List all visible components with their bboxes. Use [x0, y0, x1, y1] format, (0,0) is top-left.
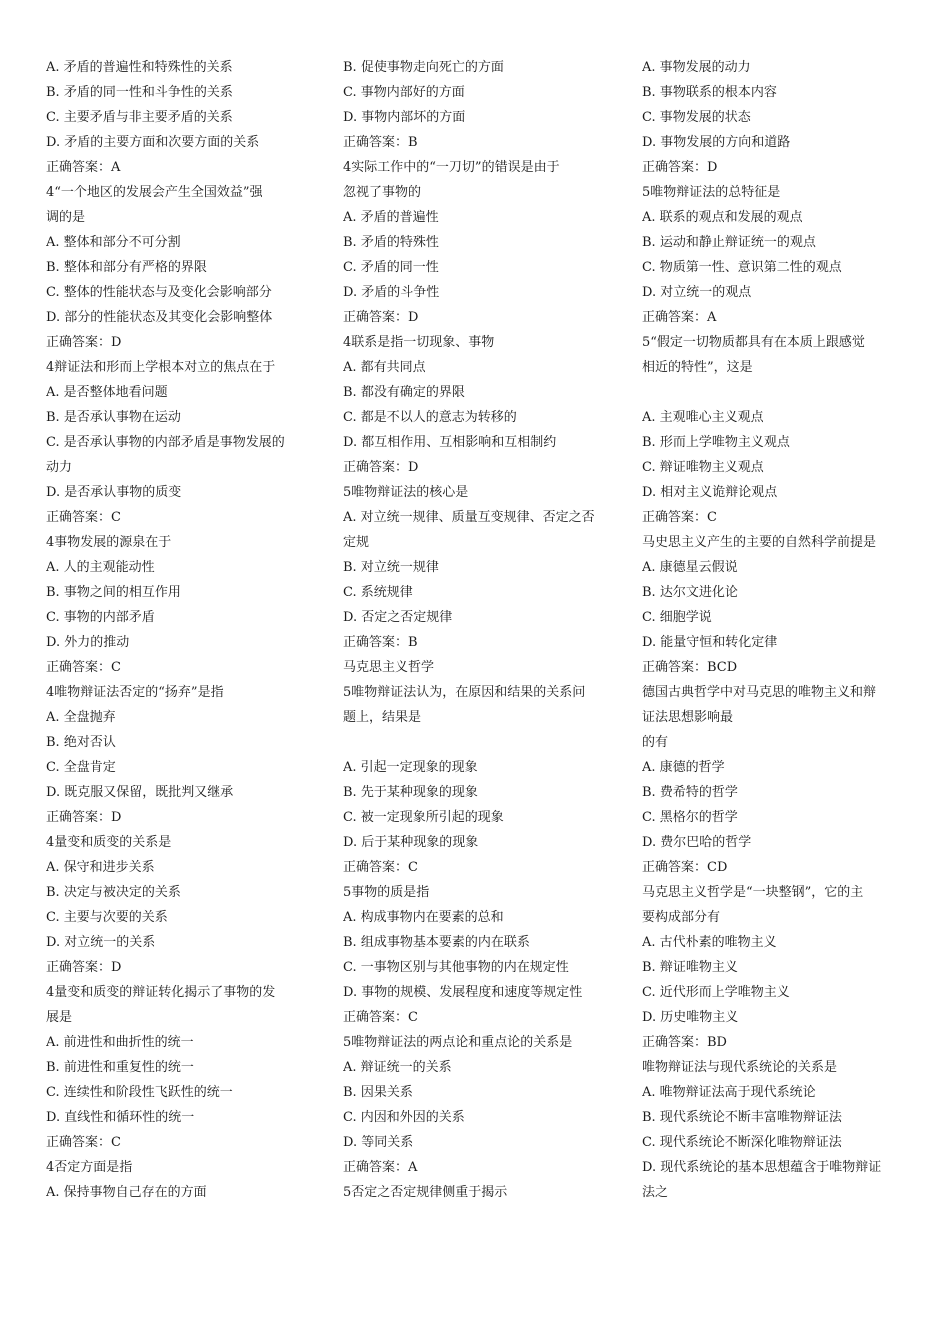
text-line: 要构成部分有 [642, 910, 721, 925]
text-line: D. 历史唯物主义 [642, 1010, 739, 1025]
text-line: C. 细胞学说 [642, 610, 712, 625]
text-line: C. 是否承认事物的内部矛盾是事物发展的 [46, 435, 285, 450]
text-line: 4唯物辩证法否定的“扬弃”是指 [46, 685, 224, 700]
text-line: 动力 [46, 460, 73, 475]
text-line: B. 绝对否认 [46, 735, 116, 750]
text-line: B. 达尔文进化论 [642, 585, 738, 600]
text-line: D. 后于某种现象的现象 [343, 835, 479, 850]
text-line: D. 能量守恒和转化定律 [642, 635, 778, 650]
text-line: B. 是否承认事物在运动 [46, 410, 181, 425]
text-line: D. 费尔巴哈的哲学 [642, 835, 752, 850]
text-line: C. 被一定现象所引起的现象 [343, 810, 504, 825]
text-line: A. 康德星云假说 [642, 560, 738, 575]
text-line: B. 矛盾的特殊性 [343, 235, 439, 250]
text-line: C. 主要矛盾与非主要矛盾的关系 [46, 110, 233, 125]
text-line: B. 整体和部分有严格的界限 [46, 260, 207, 275]
text-line: 正确答案：BCD [642, 660, 738, 675]
text-line: 4量变和质变的辩证转化揭示了事物的发 [46, 985, 276, 1000]
text-line: 正确答案：CD [642, 860, 728, 875]
text-line: 的有 [642, 735, 669, 750]
text-line: C. 连续性和阶段性飞跃性的统一 [46, 1085, 233, 1100]
text-line: D. 事物的规模、发展程度和速度等规定性 [343, 985, 583, 1000]
text-line: A. 全盘抛弃 [46, 710, 116, 725]
text-line: D. 对立统一的关系 [46, 935, 156, 950]
text-column-middle [343, 55, 611, 1205]
text-line: 4否定方面是指 [46, 1160, 133, 1175]
text-line: 唯物辩证法与现代系统论的关系是 [642, 1060, 838, 1075]
text-line [642, 380, 910, 405]
text-line: C. 事物的内部矛盾 [46, 610, 155, 625]
text-line: A. 联系的观点和发展的观点 [642, 210, 803, 225]
text-line: A. 康德的哲学 [642, 760, 725, 775]
text-line: 正确答案：D [642, 160, 718, 175]
text-line: D. 现代系统论的基本思想蕴含于唯物辩证 [642, 1160, 882, 1175]
text-line: A. 引起一定现象的现象 [343, 760, 478, 775]
text-line: 正确答案：C [343, 860, 418, 875]
text-line: C. 黑格尔的哲学 [642, 810, 738, 825]
text-line: C. 近代形而上学唯物主义 [642, 985, 790, 1000]
text-line: D. 相对主义诡辩论观点 [642, 485, 778, 500]
text-line: C. 现代系统论不断深化唯物辩证法 [642, 1135, 842, 1150]
text-line: B. 事物之间的相互作用 [46, 585, 181, 600]
text-line: 正确答案：A [642, 310, 717, 325]
text-line: 5事物的质是指 [343, 885, 430, 900]
text-line: B. 辩证唯物主义 [642, 960, 738, 975]
text-line: A. 对立统一规律、质量互变规律、否定之否 [343, 510, 595, 525]
text-line: B. 都没有确定的界限 [343, 385, 465, 400]
text-line: 相近的特性”，这是 [642, 360, 753, 375]
text-line: D. 直线性和循环性的统一 [46, 1110, 195, 1125]
text-line: 5唯物辩证法的总特征是 [642, 185, 781, 200]
text-line: 马克思主义哲学 [343, 660, 435, 675]
text-line: C. 矛盾的同一性 [343, 260, 439, 275]
text-line: C. 一事物区别与其他事物的内在规定性 [343, 960, 569, 975]
text-line: A. 唯物辩证法高于现代系统论 [642, 1085, 816, 1100]
text-line: 正确答案：A [343, 1160, 418, 1175]
text-line: 4辩证法和形而上学根本对立的焦点在于 [46, 360, 276, 375]
text-line: 正确答案：C [642, 510, 717, 525]
text-line: A. 整体和部分不可分割 [46, 235, 181, 250]
text-line: D. 否定之否定规律 [343, 610, 453, 625]
text-line: A. 事物发展的动力 [642, 60, 751, 75]
text-line: 5唯物辩证法认为，在原因和结果的关系问 [343, 685, 586, 700]
text-line: B. 决定与被决定的关系 [46, 885, 181, 900]
text-line: B. 促使事物走向死亡的方面 [343, 60, 504, 75]
text-line: B. 先于某种现象的现象 [343, 785, 478, 800]
text-line: D. 事物发展的方向和道路 [642, 135, 791, 150]
text-line: D. 部分的性能状态及其变化会影响整体 [46, 310, 273, 325]
text-line: A. 构成事物内在要素的总和 [343, 910, 504, 925]
text-line: 马克思主义哲学是“一块整钢”，它的主 [642, 885, 864, 900]
text-line: 德国古典哲学中对马克思的唯物主义和辩 [642, 685, 877, 700]
text-line: 正确答案：A [46, 160, 121, 175]
text-line [343, 730, 611, 755]
text-line: D. 矛盾的主要方面和次要方面的关系 [46, 135, 260, 150]
text-line: D. 既克服又保留，既批判又继承 [46, 785, 234, 800]
text-line: D. 是否承认事物的质变 [46, 485, 182, 500]
text-line: 正确答案：D [46, 810, 122, 825]
text-line: 调的是 [46, 210, 86, 225]
text-line: C. 辩证唯物主义观点 [642, 460, 764, 475]
text-column-right [642, 55, 910, 1205]
text-line: B. 矛盾的同一性和斗争性的关系 [46, 85, 233, 100]
text-line: D. 事物内部坏的方面 [343, 110, 466, 125]
text-line: C. 物质第一性、意识第二性的观点 [642, 260, 842, 275]
text-line: 4联系是指一切现象、事物 [343, 335, 495, 350]
text-line: 5否定之否定规律侧重于揭示 [343, 1185, 508, 1200]
text-line: 正确答案：C [46, 1135, 121, 1150]
text-line: 正确答案：C [343, 1010, 418, 1025]
text-line: A. 古代朴素的唯物主义 [642, 935, 777, 950]
text-line: D. 矛盾的斗争性 [343, 285, 440, 300]
text-line: 正确答案：D [343, 460, 419, 475]
text-line: A. 保持事物自己存在的方面 [46, 1185, 207, 1200]
text-line: C. 系统规律 [343, 585, 413, 600]
text-line: 马史思主义产生的主要的自然科学前提是 [642, 535, 877, 550]
text-line: 证法思想影响最 [642, 710, 734, 725]
text-line: B. 形而上学唯物主义观点 [642, 435, 790, 450]
text-line: A. 辩证统一的关系 [343, 1060, 452, 1075]
text-line: A. 前进性和曲折性的统一 [46, 1035, 194, 1050]
text-line: A. 都有共同点 [343, 360, 426, 375]
text-line: D. 都互相作用、互相影响和互相制约 [343, 435, 557, 450]
text-line: 4量变和质变的关系是 [46, 835, 172, 850]
text-line: 忽视了事物的 [343, 185, 422, 200]
text-line: D. 外力的推动 [46, 635, 130, 650]
text-line: 正确答案：B [343, 135, 418, 150]
text-line: 题上，结果是 [343, 710, 422, 725]
text-line: C. 主要与次要的关系 [46, 910, 168, 925]
text-line: 定规 [343, 535, 370, 550]
text-line: D. 对立统一的观点 [642, 285, 752, 300]
text-line: 正确答案：D [46, 335, 122, 350]
text-line: C. 事物发展的状态 [642, 110, 751, 125]
text-line: B. 因果关系 [343, 1085, 413, 1100]
text-line: C. 全盘肯定 [46, 760, 116, 775]
text-line: 5“假定一切物质都具有在本质上跟感觉 [642, 335, 865, 350]
text-line: 4“一个地区的发展会产生全国效益”强 [46, 185, 263, 200]
text-line: B. 现代系统论不断丰富唯物辩证法 [642, 1110, 842, 1125]
text-column-left [46, 55, 314, 1205]
text-line: D. 等同关系 [343, 1135, 414, 1150]
text-line: 正确答案：B [343, 635, 418, 650]
text-line: B. 前进性和重复性的统一 [46, 1060, 194, 1075]
text-line: B. 事物联系的根本内容 [642, 85, 777, 100]
text-line: B. 费希特的哲学 [642, 785, 738, 800]
text-line: A. 矛盾的普遍性和特殊性的关系 [46, 60, 233, 75]
text-line: 4事物发展的源泉在于 [46, 535, 172, 550]
text-line: 4实际工作中的“一刀切”的错误是由于 [343, 160, 560, 175]
text-line: A. 保守和进步关系 [46, 860, 155, 875]
text-line: A. 主观唯心主义观点 [642, 410, 764, 425]
text-line: A. 矛盾的普遍性 [343, 210, 439, 225]
text-line: B. 对立统一规律 [343, 560, 439, 575]
text-line: 展是 [46, 1010, 73, 1025]
text-line: C. 都是不以人的意志为转移的 [343, 410, 517, 425]
text-line: C. 事物内部好的方面 [343, 85, 465, 100]
text-line: A. 人的主观能动性 [46, 560, 155, 575]
text-line: B. 组成事物基本要素的内在联系 [343, 935, 530, 950]
text-line: A. 是否整体地看问题 [46, 385, 168, 400]
text-line: 正确答案：BD [642, 1035, 727, 1050]
text-line: 5唯物辩证法的两点论和重点论的关系是 [343, 1035, 573, 1050]
text-line: C. 整体的性能状态与及变化会影响部分 [46, 285, 272, 300]
text-line: C. 内因和外因的关系 [343, 1110, 465, 1125]
text-line: 法之 [642, 1185, 669, 1200]
text-line: 正确答案：D [46, 960, 122, 975]
text-line: B. 运动和静止辩证统一的观点 [642, 235, 816, 250]
text-line: 正确答案：C [46, 510, 121, 525]
text-line: 正确答案：C [46, 660, 121, 675]
text-line: 正确答案：D [343, 310, 419, 325]
text-line: 5唯物辩证法的核心是 [343, 485, 469, 500]
